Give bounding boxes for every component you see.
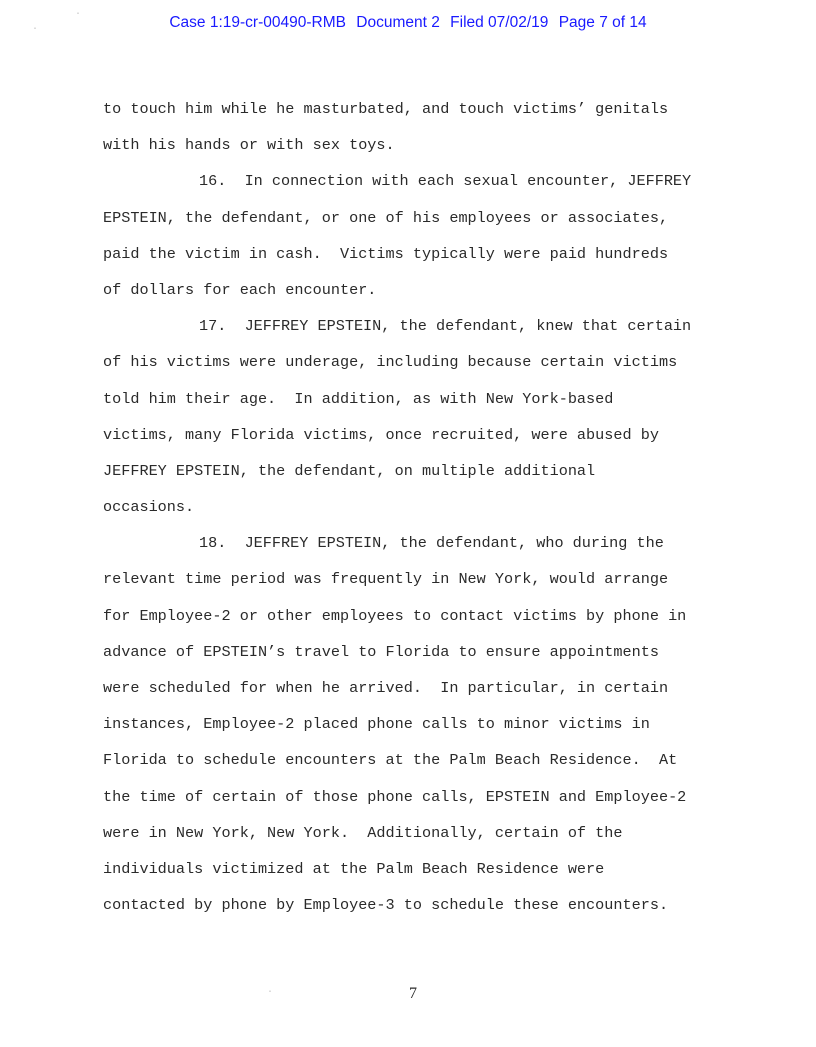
scan-speck: ˙ bbox=[268, 990, 272, 999]
paragraph-17-start: 17. JEFFREY EPSTEIN, the defendant, knew that certain bbox=[199, 317, 692, 336]
text-line: were scheduled for when he arrived. In particular, in certain bbox=[103, 679, 669, 697]
text-line: advance of EPSTEIN’s travel to Florida to ensure appointments bbox=[103, 642, 659, 661]
paragraph-16-start: 16. In connection with each sexual encounter, JEFFREY bbox=[199, 172, 692, 191]
filed-date: Filed 07/02/19 bbox=[450, 14, 549, 31]
document-body bbox=[103, 91, 743, 923]
text-line: told him their age. In addition, as with New York-based bbox=[103, 389, 614, 408]
text-line: with his hands or with sex toys. bbox=[103, 136, 395, 155]
text-line: to touch him while he masturbated, and touch victims’ genitals bbox=[103, 100, 669, 118]
text-line: of his victims were underage, including because certain victims bbox=[103, 353, 678, 372]
scan-speck: ˙ bbox=[76, 12, 80, 21]
text-line: individuals victimized at the Palm Beach Residence were bbox=[103, 859, 605, 878]
paragraph-18-start: 18. JEFFREY EPSTEIN, the defendant, who during the bbox=[199, 534, 664, 553]
text-line: relevant time period was frequently in New York, would arrange bbox=[103, 570, 669, 589]
page-number: 7 bbox=[409, 985, 417, 1002]
text-line: occasions. bbox=[103, 498, 195, 517]
text-line: instances, Employee-2 placed phone calls to minor victims in bbox=[103, 715, 650, 734]
text-line: EPSTEIN, the defendant, or one of his employees or associates, bbox=[103, 208, 669, 227]
scan-speck: ˙ bbox=[33, 27, 37, 36]
page-indicator: Page 7 of 14 bbox=[558, 14, 647, 31]
case-number: Case 1:19-cr-00490-RMB bbox=[169, 14, 346, 31]
text-line: JEFFREY EPSTEIN, the defendant, on multiple additional bbox=[103, 461, 596, 480]
text-line: paid the victim in cash. Victims typically were paid hundreds bbox=[103, 244, 669, 263]
text-line: Florida to schedule encounters at the Palm Beach Residence. At bbox=[103, 751, 678, 770]
text-line: the time of certain of those phone calls, EPSTEIN and Employee-2 bbox=[103, 787, 687, 806]
filing-header bbox=[0, 14, 816, 32]
text-line: of dollars for each encounter. bbox=[103, 280, 377, 299]
text-line: victims, many Florida victims, once recruited, were abused by bbox=[103, 425, 659, 444]
text-line: contacted by phone by Employee-3 to schedule these encounters. bbox=[103, 896, 669, 915]
document-number: Document 2 bbox=[356, 14, 440, 31]
text-line: for Employee-2 or other employees to contact victims by phone in bbox=[103, 606, 687, 625]
text-line: were in New York, New York. Additionally, certain of the bbox=[103, 823, 623, 842]
